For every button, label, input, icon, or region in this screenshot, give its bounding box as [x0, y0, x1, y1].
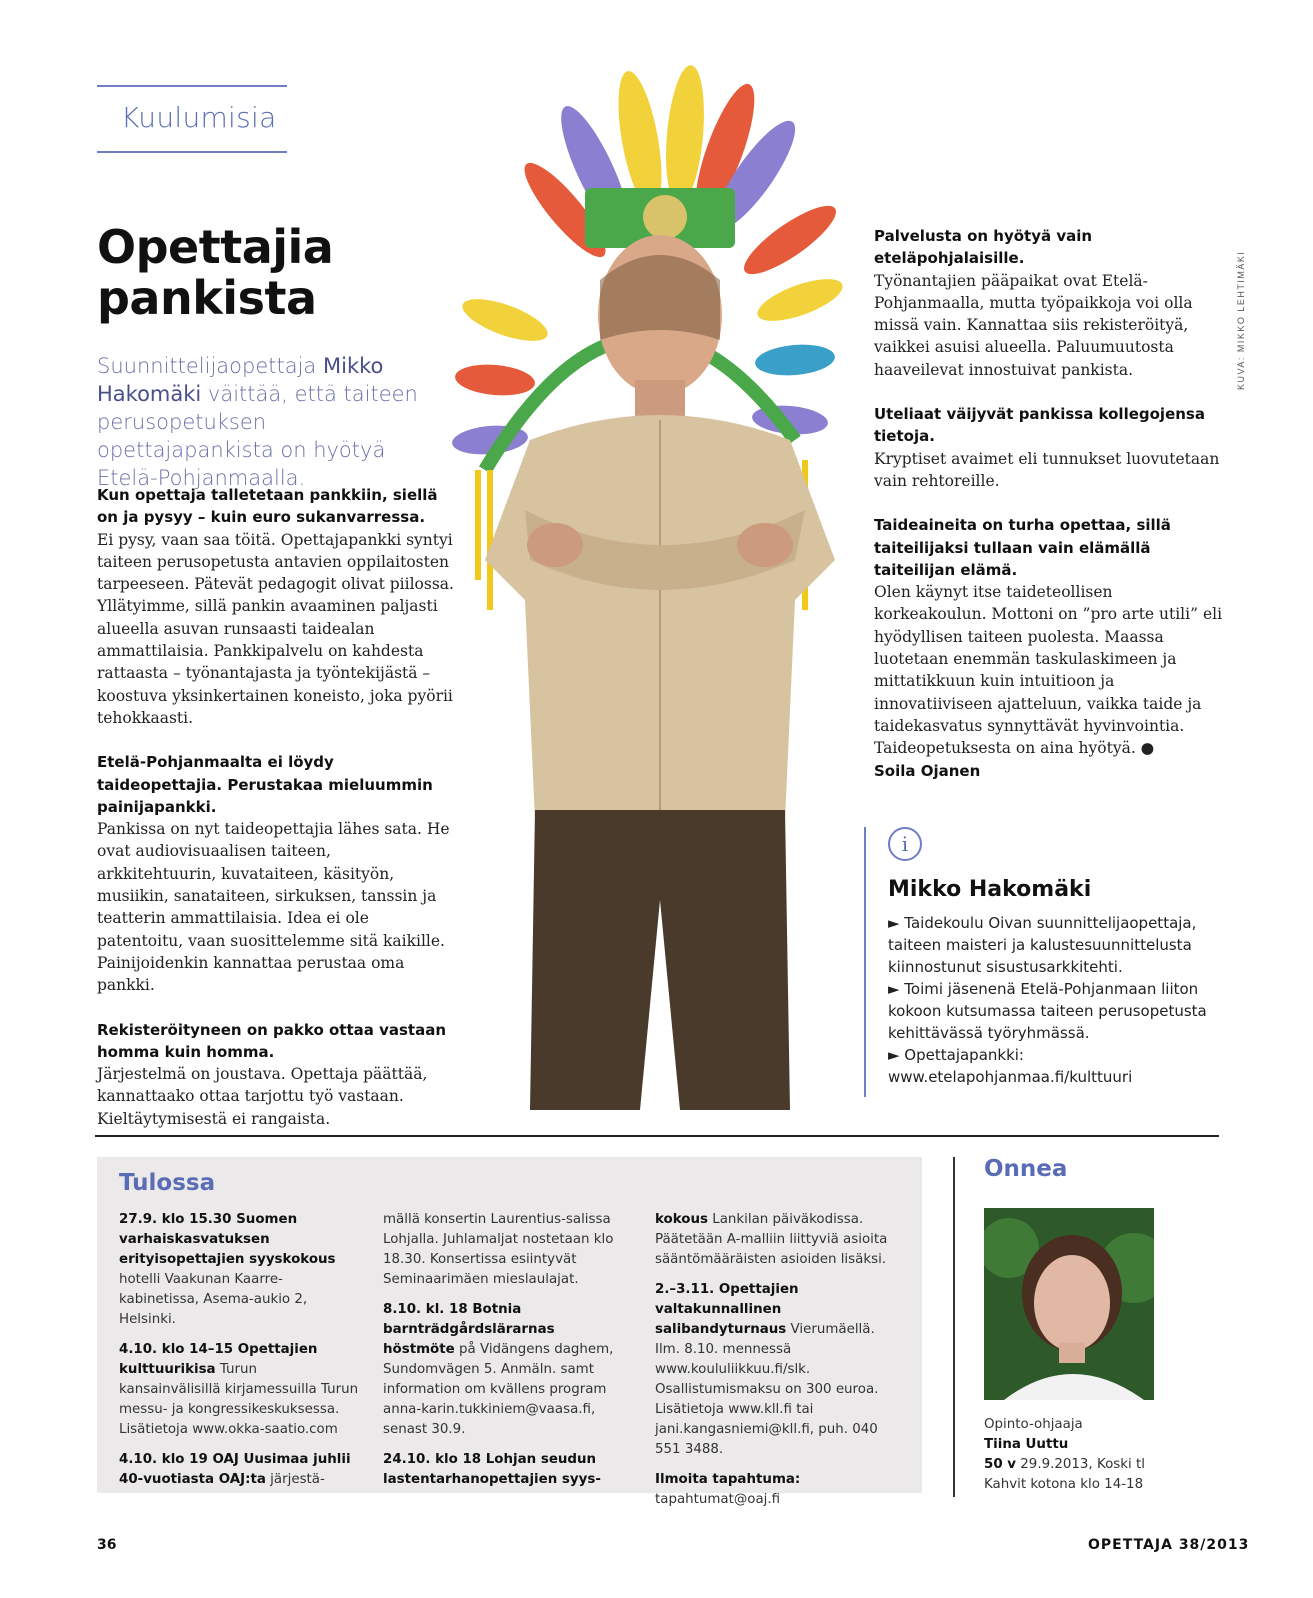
left-column: [97, 484, 455, 1152]
congrats-role: Opinto-ohjaaja: [984, 1417, 1083, 1432]
event-title: kokous: [655, 1212, 708, 1227]
question: Rekisteröityneen on pakko ottaa vastaan homma kuin homma.: [97, 1020, 447, 1061]
vertical-divider: [953, 1157, 955, 1497]
congrats-name: Tiina Uuttu: [984, 1437, 1069, 1452]
qa-block: [97, 484, 455, 729]
article-lead: [97, 352, 437, 492]
headline-line-2: pankista: [97, 271, 317, 325]
answer: Kryptiset avaimet eli tunnukset luovutetaan vain rehtoreille.: [874, 449, 1220, 490]
events-column-2: [383, 1210, 628, 1500]
event-text: Vierumäellä. Ilm. 8.10. mennessä www.koululiikkuu.fi/slk. Osallistumismaksu on 300 euroa. Lisätietoja www.kll.fi tai jani.kangasniemi@kll.fi, puh. 040 551 3488.: [655, 1322, 879, 1457]
magazine-issue: OPETTAJA 38/2013: [1088, 1537, 1250, 1553]
event-title: Ilmoita tapahtuma:: [655, 1472, 801, 1487]
section-label: [97, 85, 287, 153]
events-column-3: [655, 1210, 900, 1520]
question: Uteliaat väijyvät pankissa kollegojensa tietoja.: [874, 405, 1205, 446]
event-text: på Vidängens daghem, Sundomvägen 5. Anmäln. samt information om kvällens program anna-karin.tukkiniem@vaasa.fi, senast 30.9.: [383, 1342, 614, 1437]
events-title: Tulossa: [119, 1170, 216, 1196]
congrats-age: 50 v: [984, 1457, 1017, 1472]
qa-block: [97, 1019, 455, 1130]
question: Kun opettaja talletetaan pankkiin, siellä on ja pysyy – kuin euro sukanvarressa.: [97, 486, 438, 527]
question: Etelä-Pohjanmaalta ei löydy taideopettajia. Perustakaa mieluummin painijapankki.: [97, 753, 433, 816]
lead-post: väittää, että taiteen perusopetuksen opettajapankista on hyötyä Etelä-Pohjanmaalla.: [97, 382, 418, 490]
info-item: ► Opettajapankki: www.etelapohjanmaa.fi/kulttuuri: [888, 1046, 1133, 1086]
event-text: tapahtumat@oaj.fi: [655, 1492, 781, 1507]
question: Palvelusta on hyötyä vain eteläpohjalaisille.: [874, 227, 1093, 268]
info-item: ► Taidekoulu Oivan suunnittelijaopettaja, taiteen maisteri ja kalustesuunnittelusta kiinnostunut sisustusarkkitehti.: [888, 914, 1197, 976]
info-item: ► Toimi jäsenenä Etelä-Pohjanmaan liiton kokoon kutsumassa taiteen perusopetusta kehittävässä työryhmässä.: [888, 980, 1207, 1042]
answer: Järjestelmä on joustava. Opettaja päättää, kannattaako ottaa tarjottu työ vastaan. Kieltäytymisestä ei rangaista.: [97, 1065, 428, 1128]
byline: Soila Ojanen: [874, 761, 981, 780]
event-item: [383, 1210, 628, 1290]
event-text: Turun kansainvälisillä kirjamessuilla Turun messu- ja kongressikeskuksessa. Lisätietoja www.okka-saatio.com: [119, 1362, 359, 1437]
info-list: [888, 912, 1248, 1088]
question: Taideaineita on turha opettaa, sillä taiteilijaksi tullaan vain elämällä taiteilijan elämä.: [874, 516, 1171, 579]
trousers: [530, 810, 790, 1110]
answer: Työnantajien pääpaikat ovat Etelä-Pohjanmaalla, mutta työpaikkoja voi olla missä vain. Kannattaa siis rekisteröityä, vaikkei asuisi alueella. Paluumuutosta haaveilevat innostuivat pankista.: [874, 271, 1193, 379]
event-item: [119, 1450, 359, 1490]
qa-block: [874, 225, 1224, 381]
answer: Olen käynyt itse taideteollisen korkeakoulun. Mottoni on ”pro arte utili” eli hyödyllisen taiteen puolesta. Maassa luotetaan enemmän taskulaskimeen ja mittatikkuun kuin intuitioon ja innovatiiviseen ajatteluun, vaikka taide ja taidekasvatus synnyttävät hyvinvointia. Taideopetuksesta on aina hyötyä. ●: [874, 583, 1223, 758]
lead-name: Mikko Hakomäki: [97, 354, 384, 406]
portrait-photo-headdress: [435, 40, 875, 1140]
qa-block: [97, 751, 455, 996]
event-title: 8.10. kl. 18 Botnia barnträdgårdslärarnas höstmöte: [383, 1302, 555, 1357]
info-name: Mikko Hakomäki: [888, 877, 1092, 902]
event-item: [119, 1340, 359, 1440]
event-title: 24.10. klo 18 Lohjan seudun lastentarhanopettajien syys-: [383, 1452, 601, 1487]
event-title: 2.–3.11. Opettajien valtakunnallinen salibandyturnaus: [655, 1282, 799, 1337]
section-label-text: Kuulumisia: [121, 101, 277, 134]
event-text: mällä konsertin Laurentius-salissa Lohjalla. Juhlamaljat nostetaan klo 18.30. Konsertissa esiintyvät Seminaarimäen mieslaulajat.: [383, 1212, 614, 1287]
event-item: [655, 1280, 900, 1460]
answer: Ei pysy, vaan saa töitä. Opettajapankki syntyi taiteen perusopetusta antavien oppilaitosten tarpeeseen. Pätevät pedagogit olivat piilossa. Yllätyimme, sillä pankin avaaminen paljasti alueella asuvan runsaasti taidealan ammattilaisia. Pankkipalvelu on kahdesta rattaasta – työnantajasta ja työntekijästä – koostuva yksinkertainen koneisto, joka pyörii tehokkaasti.: [97, 530, 454, 727]
event-title: 27.9. klo 15.30 Suomen varhaiskasvatuksen erityisopettajien syyskokous: [119, 1212, 336, 1267]
info-box: [864, 827, 1248, 1097]
event-text: Lankilan päiväkodissa. Päätetään A-malliin liittyviä asioita sääntömääräisten asioiden lisäksi.: [655, 1212, 888, 1267]
event-item: [655, 1210, 900, 1270]
article-headline: [97, 222, 457, 324]
answer: Pankissa on nyt taideopettajia lähes sata. He ovat audiovisuaalisen taiteen, arkkitehtuurin, kuvataiteen, käsityön, musiikin, sanataiteen, sirkuksen, tanssin ja teatterin ammattilaisia. Idea ei ole patentoitu, vaan suosittelemme sitä kaikille. Painijoidenkin kannattaa perustaa oma pankki.: [97, 820, 450, 995]
event-title: 4.10. klo 14–15 Opettajien kulttuurikisa: [119, 1342, 318, 1377]
photo-credit: KUVA: MIKKO LEHTIMÄKI: [1236, 250, 1246, 390]
event-title: 4.10. klo 19 OAJ Uusimaa juhlii 40-vuotiasta OAJ:ta: [119, 1452, 351, 1487]
event-text: hotelli Vaakunan Kaarre-kabinetissa, Asema-aukio 2, Helsinki.: [119, 1272, 308, 1327]
qa-block: [874, 514, 1224, 759]
event-item: [655, 1470, 900, 1510]
qa-block: [874, 403, 1224, 492]
events-column-1: [119, 1210, 359, 1500]
page-number: 36: [97, 1537, 117, 1553]
lead-pre: Suunnittelijaopettaja: [97, 354, 323, 378]
congrats-coffee: Kahvit kotona klo 14-18: [984, 1477, 1144, 1492]
horizontal-divider: [95, 1135, 1219, 1137]
congrats-text: [984, 1415, 1194, 1495]
info-icon: i: [888, 827, 922, 861]
congrats-details: 29.9.2013, Koski tl: [1016, 1457, 1145, 1472]
headline-line-1: Opettajia: [97, 220, 334, 274]
congrats-title: Onnea: [984, 1156, 1068, 1182]
right-column: [874, 225, 1224, 782]
event-item: [383, 1300, 628, 1440]
portrait-photo-woman: [984, 1208, 1154, 1400]
event-item: [119, 1210, 359, 1330]
event-text: järjestä-: [265, 1472, 325, 1487]
event-item: [383, 1450, 628, 1490]
